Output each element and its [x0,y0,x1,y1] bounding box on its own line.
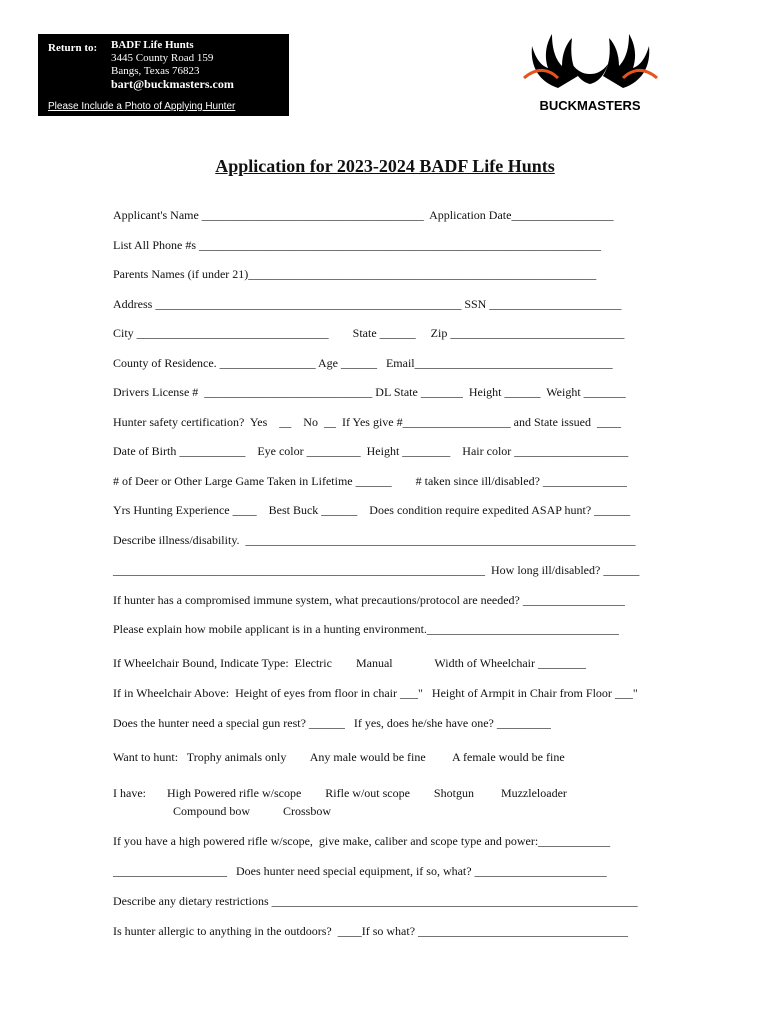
form-title: Application for 2023-2024 BADF Life Hunts [215,156,555,176]
form-line-gun-rest: Does the hunter need a special gun rest? ______ If yes, does he/she have one? _________ [113,716,551,730]
form-line-rifle-details: If you have a high powered rifle w/scope, give make, caliber and scope type and power:____________ [113,834,611,848]
form-line-dob: Date of Birth ___________ Eye color _________ Height ________ Hair color ___________________ [113,444,629,458]
return-address-box [38,34,289,116]
buckmasters-logo [518,26,663,116]
form-line-phone: List All Phone #s ___________________________________________________________________ [113,238,602,252]
street-address: 3445 County Road 159 [111,52,214,64]
form-line-weapons: I have: High Powered rifle w/scope Rifle w/out scope Shotgun Muzzleloader [113,786,567,800]
form-line-address: Address ___________________________________________________ SSN ______________________ [113,297,622,311]
form-line-how-long: ______________________________________________________________ How long ill/disabled? ______ [113,563,640,577]
email-link[interactable]: bart@buckmasters.com [111,77,234,91]
form-line-mobile: Please explain how mobile applicant is in a hunting environment.________________________________ [113,622,619,636]
form-line-equipment: ___________________ Does hunter need special equipment, if so, what? ______________________ [113,864,607,878]
antler-logo-icon [518,26,663,116]
photo-note: Please Include a Photo of Applying Hunter [48,101,236,112]
form-line-dietary: Describe any dietary restrictions _____________________________________________________________ [113,894,638,908]
form-line-want-to-hunt: Want to hunt: Trophy animals only Any male would be fine A female would be fine [113,750,565,764]
form-line-wheelchair-type: If Wheelchair Bound, Indicate Type: Electric Manual Width of Wheelchair ________ [113,656,586,670]
form-line-experience: Yrs Hunting Experience ____ Best Buck ______ Does condition require expedited ASAP hunt? ______ [113,503,631,517]
form-line-immune: If hunter has a compromised immune system, what precautions/protocol are needed? _________________ [113,593,625,607]
logo-wordmark: BUCKMASTERS [539,98,641,113]
org-name: BADF Life Hunts [111,39,194,51]
form-line-safety: Hunter safety certification? Yes __ No __ If Yes give #__________________ and State issued ____ [113,415,621,429]
form-line-allergies: Is hunter allergic to anything in the outdoors? ____If so what? ___________________________________ [113,924,629,938]
form-line-weapons-2: Compound bow Crossbow [113,804,332,818]
form-line-city: City ________________________________ State ______ Zip _____________________________ [113,326,625,340]
return-address [111,39,234,91]
return-label: Return to: [48,42,98,54]
form-line-county: County of Residence. ________________ Age ______ Email_________________________________ [113,356,613,370]
form-line-parents: Parents Names (if under 21)__________________________________________________________ [113,267,597,281]
form-line-applicant: Applicant's Name _____________________________________ Application Date_________________ [113,208,614,222]
form-line-illness: Describe illness/disability. _________________________________________________________________ [113,533,636,547]
form-line-license: Drivers License # ____________________________ DL State _______ Height ______ Weight _______ [113,385,626,399]
form-line-wheelchair-height: If in Wheelchair Above: Height of eyes from floor in chair ___" Height of Armpit in Chair from Floor ___" [113,686,638,700]
form-line-game: # of Deer or Other Large Game Taken in Lifetime ______ # taken since ill/disabled? ______________ [113,474,627,488]
city-address: Bangs, Texas 76823 [111,65,200,77]
